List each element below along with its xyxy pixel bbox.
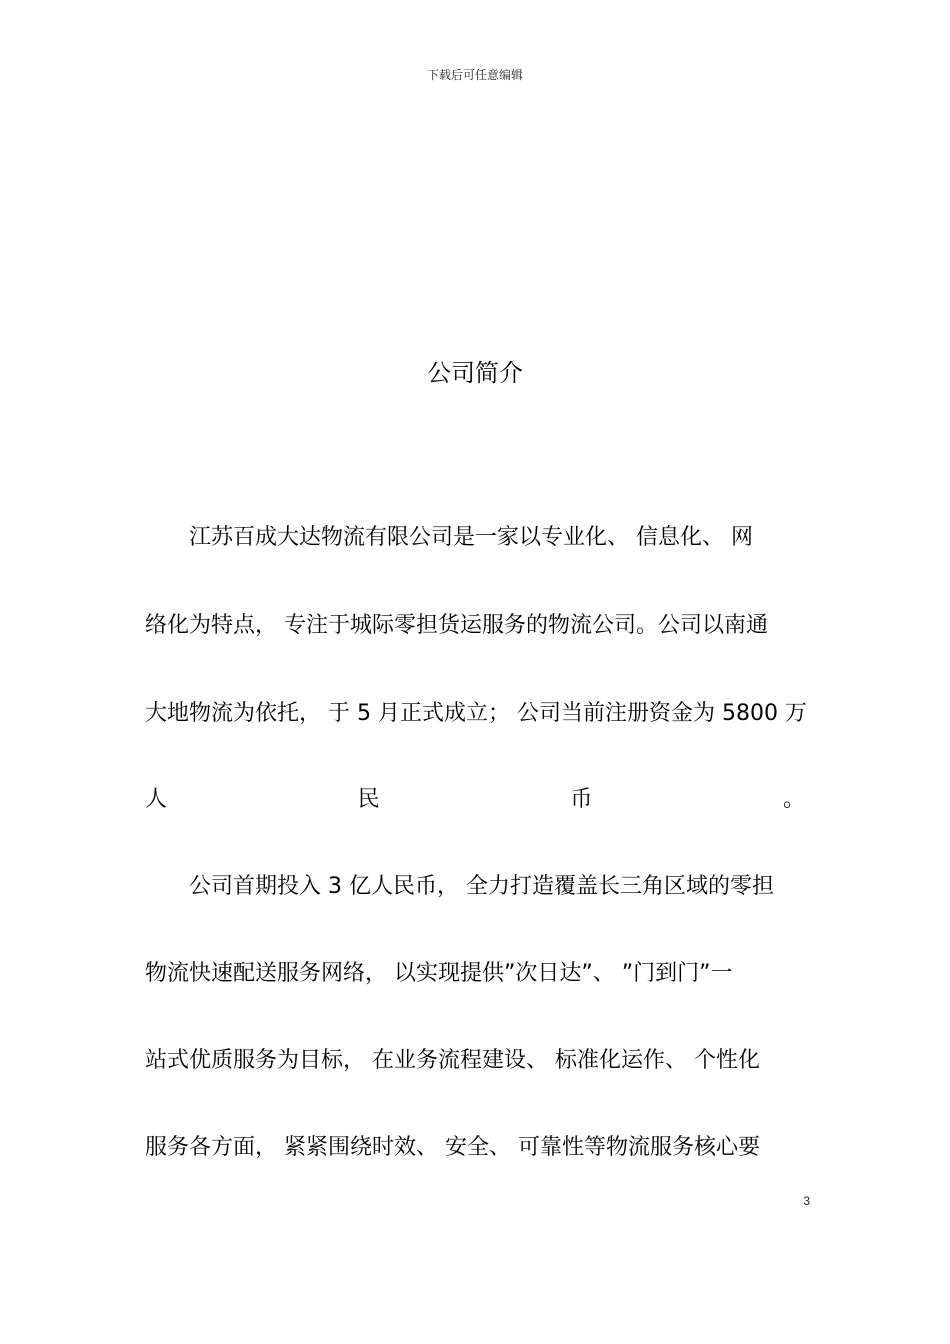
page-number: 3 <box>803 1194 810 1208</box>
spread-char: 。 <box>782 787 805 812</box>
spread-char: 币 <box>570 787 593 812</box>
paragraph-line: 站式优质服务为目标， 在业务流程建设、 标准化运作、 个性化 <box>145 1048 760 1073</box>
spread-char: 民 <box>357 787 380 812</box>
spread-char: 人 <box>145 787 168 812</box>
paragraph-spread-line <box>145 785 805 815</box>
paragraph-line: 络化为特点， 专注于城际零担货运服务的物流公司。公司以南通 <box>145 613 768 638</box>
paragraph-line: 服务各方面， 紧紧围绕时效、 安全、 可靠性等物流服务核心要 <box>145 1135 760 1160</box>
paragraph-line: 大地物流为依托， 于 5 月正式成立； 公司当前注册资金为 5800 万 <box>145 701 807 726</box>
paragraph-line: 物流快速配送服务网络， 以实现提供”次日达”、 ”门到门”一 <box>145 961 733 986</box>
paragraph-line: 江苏百成大达物流有限公司是一家以专业化、 信息化、 网 <box>145 525 753 550</box>
document-title: 公司简介 <box>427 359 523 387</box>
paragraph-line: 公司首期投入 3 亿人民币， 全力打造覆盖长三角区域的零担 <box>145 874 774 899</box>
page-header: 下载后可任意编辑 <box>426 68 523 82</box>
